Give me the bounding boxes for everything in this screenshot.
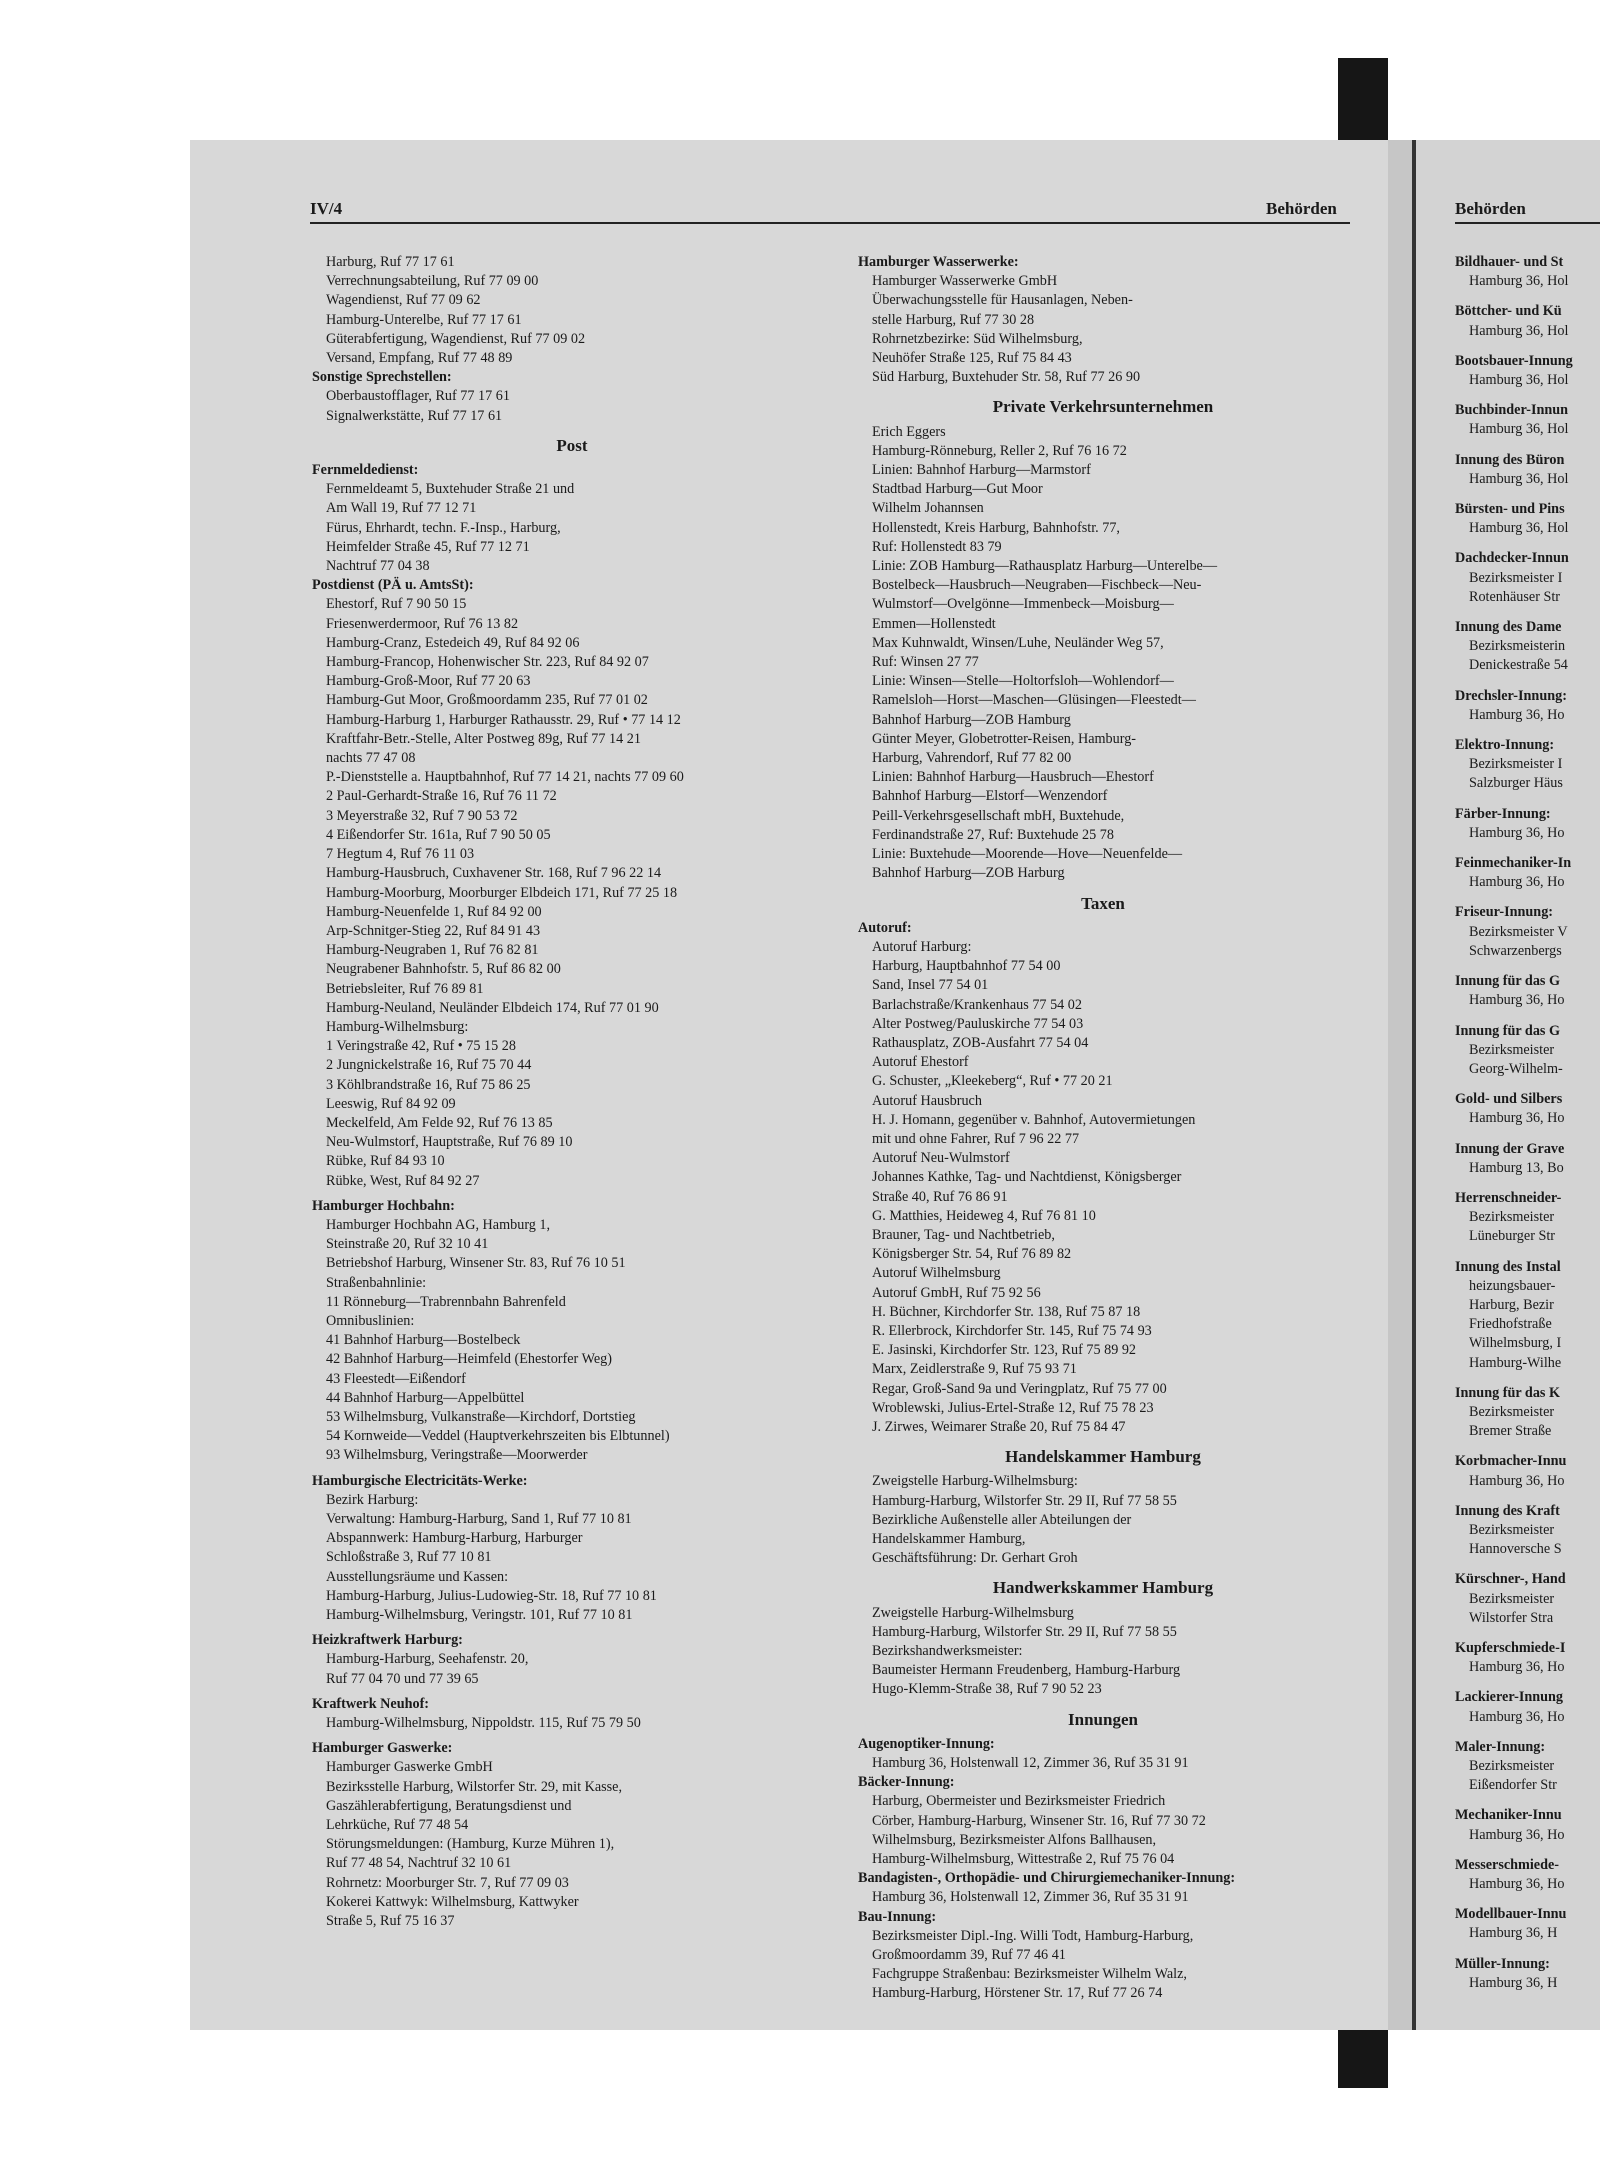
innung-line: Bezirksmeister I	[1469, 756, 1563, 773]
innung-heading: Friseur-Innung:	[1455, 904, 1554, 921]
entry-line: Bostelbeck—Hausbruch—Neugraben—Fischbeck—Neu-	[872, 577, 1202, 594]
entry-line: Bezirk Harburg:	[326, 1491, 419, 1508]
entry-line: Hamburg-Harburg 1, Harburger Rathausstr. 29, Ruf • 77 14 12	[326, 711, 681, 728]
innung-heading: Dachdecker-Innun	[1455, 550, 1569, 567]
entry-line: Signalwerkstätte, Ruf 77 17 61	[326, 407, 503, 424]
innung-line: Hamburg 36, Hol	[1469, 421, 1569, 438]
entry-heading: Kraftwerk Neuhof:	[312, 1695, 430, 1712]
entry-line: 54 Kornweide—Veddel (Hauptverkehrszeiten bis Elbtunnel)	[326, 1428, 670, 1445]
entry-line: 1 Veringstraße 42, Ruf • 75 15 28	[326, 1038, 516, 1055]
section-title: Handelskammer Hamburg	[1005, 1447, 1201, 1467]
column-middle	[858, 253, 1348, 2004]
entry-line: Hamburger Gaswerke GmbH	[326, 1759, 493, 1776]
entry-line: Rübke, West, Ruf 84 92 27	[326, 1172, 480, 1189]
entry-line: Heimfelder Straße 45, Ruf 77 12 71	[326, 538, 530, 555]
innung-line: Hamburg 36, Ho	[1469, 874, 1565, 891]
innung-entry	[1455, 1688, 1600, 1726]
entry-line: Kraftfahr-Betr.-Stelle, Alter Postweg 89g, Ruf 77 14 21	[326, 730, 641, 747]
innung-heading: Böttcher- und Kü	[1455, 303, 1562, 320]
innung-heading: Innung des Instal	[1455, 1258, 1561, 1275]
entry-heading: Augenoptiker-Innung:	[858, 1735, 995, 1752]
innung-line: Hamburg 36, Hol	[1469, 273, 1569, 290]
innung-line: Bezirksmeister	[1469, 1041, 1555, 1058]
column-left	[312, 253, 832, 1931]
entry-line: Hamburg-Cranz, Estedeich 49, Ruf 84 92 06	[326, 634, 580, 651]
section-title: Private Verkehrsunternehmen	[992, 397, 1214, 417]
entry-line: Friesenwerdermoor, Ruf 76 13 82	[326, 615, 519, 632]
entry-line: Cörber, Hamburg-Harburg, Winsener Str. 16, Ruf 77 30 72	[872, 1812, 1206, 1829]
innung-line: Lüneburger Str	[1469, 1228, 1556, 1245]
entry-line: Wilhelm Johannsen	[872, 500, 984, 517]
entry-line: Wagendienst, Ruf 77 09 62	[326, 292, 481, 309]
entry-line: Emmen—Hollenstedt	[872, 615, 996, 632]
entry-line: Harburg, Vahrendorf, Ruf 77 82 00	[872, 750, 1072, 767]
entry-line: G. Matthies, Heideweg 4, Ruf 76 81 10	[872, 1207, 1096, 1224]
entry-line: Autoruf Ehestorf	[872, 1054, 969, 1071]
entry-line: Bezirksmeister Dipl.-Ing. Willi Todt, Hamburg-Harburg,	[872, 1927, 1194, 1944]
innung-entry	[1455, 1140, 1600, 1178]
entry-line: Schloßstraße 3, Ruf 77 10 81	[326, 1549, 492, 1566]
entry-line: Autoruf Harburg:	[872, 938, 972, 955]
entry-line: P.-Dienststelle a. Hauptbahnhof, Ruf 77 14 21, nachts 77 09 60	[326, 769, 684, 786]
innung-line: Hamburg 36, Hol	[1469, 470, 1569, 487]
innung-heading: Bootsbauer-Innung	[1455, 352, 1573, 369]
innung-line: Hamburg 36, Ho	[1469, 1708, 1565, 1725]
entry-line: Wilhelmsburg, Bezirksmeister Alfons Ballhausen,	[872, 1831, 1157, 1848]
entry-line: Marx, Zeidlerstraße 9, Ruf 75 93 71	[872, 1361, 1077, 1378]
entry-line: Hamburg-Harburg, Seehafenstr. 20,	[326, 1651, 529, 1668]
entry-line: Hamburg 36, Holstenwall 12, Zimmer 36, Ruf 35 31 91	[872, 1755, 1189, 1772]
entry-line: Bezirksstelle Harburg, Wilstorfer Str. 29, mit Kasse,	[326, 1778, 623, 1795]
entry-line: 41 Bahnhof Harburg—Bostelbeck	[326, 1332, 521, 1349]
entry-line: 42 Bahnhof Harburg—Heimfeld (Ehestorfer Weg)	[326, 1351, 612, 1368]
entry-line: 43 Fleestedt—Eißendorf	[326, 1370, 466, 1387]
innung-heading: Innung des Büron	[1455, 451, 1565, 468]
entry-line: Rohrnetzbezirke: Süd Wilhelmsburg,	[872, 330, 1083, 347]
entry-line: Versand, Empfang, Ruf 77 48 89	[326, 350, 513, 367]
entry-line: Straßenbahnlinie:	[326, 1274, 427, 1291]
innung-line: Hamburg 36, Ho	[1469, 1826, 1565, 1843]
entry-line: Großmoordamm 39, Ruf 77 46 41	[872, 1947, 1066, 1964]
entry-line: Linie: ZOB Hamburg—Rathausplatz Harburg—Unterelbe—	[872, 558, 1218, 575]
section-title: Innungen	[1068, 1709, 1138, 1729]
entry-line: Hamburg-Moorburg, Moorburger Elbdeich 171, Ruf 77 25 18	[326, 884, 678, 901]
entry-line: Omnibuslinien:	[326, 1312, 415, 1329]
innung-entry	[1455, 687, 1600, 725]
innung-line: Hamburg 36, H	[1469, 1925, 1558, 1942]
innung-entry	[1455, 1452, 1600, 1490]
entry-line: Handelskammer Hamburg,	[872, 1531, 1026, 1547]
entry-heading: Heizkraftwerk Harburg:	[312, 1632, 463, 1649]
entry-line: Kokerei Kattwyk: Wilhelmsburg, Kattwyker	[326, 1893, 579, 1910]
entry-line: Gaszählerabfertigung, Beratungsdienst und	[326, 1797, 572, 1814]
innung-heading: Lackierer-Innung	[1455, 1689, 1563, 1706]
innung-line: Harburg, Bezir	[1469, 1296, 1554, 1313]
entry-line: Bahnhof Harburg—ZOB Harburg	[872, 865, 1065, 882]
entry-line: Betriebsleiter, Ruf 76 89 81	[326, 980, 484, 997]
entry-line: Regar, Groß-Sand 9a und Veringplatz, Ruf 75 77 00	[872, 1380, 1167, 1397]
innung-line: Bremer Straße	[1469, 1423, 1552, 1440]
innung-entry	[1455, 1905, 1600, 1943]
entry-line: 4 Eißendorfer Str. 161a, Ruf 7 90 50 05	[326, 826, 551, 843]
innung-line: Bezirksmeister I	[1469, 569, 1563, 586]
innung-line: Hamburg 36, Ho	[1469, 1110, 1565, 1127]
entry-heading: Bandagisten-, Orthopädie- und Chirurgiemechaniker-Innung:	[858, 1870, 1236, 1887]
entry-line: Neugrabener Bahnhofstr. 5, Ruf 86 82 00	[326, 961, 561, 978]
innung-heading: Innung für das G	[1455, 1022, 1561, 1039]
innung-line: Hamburg 13, Bo	[1469, 1159, 1564, 1176]
innung-line: Hamburg 36, Ho	[1469, 992, 1565, 1009]
innung-line: Salzburger Häus	[1469, 775, 1563, 792]
entry-line: H. J. Homann, gegenüber v. Bahnhof, Autovermietungen	[872, 1111, 1196, 1128]
entry-line: Neu-Wulmstorf, Hauptstraße, Ruf 76 89 10	[326, 1134, 573, 1151]
innung-line: Hamburg-Wilhe	[1469, 1354, 1562, 1371]
entry-line: Ruf 77 48 54, Nachtruf 32 10 61	[326, 1855, 512, 1872]
entry-heading: Hamburger Hochbahn:	[312, 1197, 455, 1214]
innung-entry	[1455, 1806, 1600, 1844]
entry-heading: Bäcker-Innung:	[858, 1774, 955, 1791]
innung-entry	[1455, 253, 1600, 291]
entry-line: Fürus, Ehrhardt, techn. F.-Insp., Harburg,	[326, 519, 561, 536]
innung-entry	[1455, 302, 1600, 340]
entry-line: Bahnhof Harburg—Elstorf—Wenzendorf	[872, 788, 1108, 805]
entry-line: nachts 77 47 08	[326, 750, 416, 767]
entry-line: Rathausplatz, ZOB-Ausfahrt 77 54 04	[872, 1034, 1089, 1051]
entry-line: Linien: Bahnhof Harburg—Marmstorf	[872, 462, 1091, 479]
entry-line: 7 Hegtum 4, Ruf 76 11 03	[326, 846, 475, 863]
entry-line: Hamburg-Wilhelmsburg, Veringstr. 101, Ruf 77 10 81	[326, 1607, 633, 1624]
innung-heading: Elektro-Innung:	[1455, 737, 1555, 754]
entry-line: Königsberger Str. 54, Ruf 76 89 82	[872, 1246, 1072, 1263]
innung-heading: Innung der Grave	[1455, 1140, 1565, 1157]
innung-heading: Buchbinder-Innun	[1455, 402, 1569, 419]
innung-line: Rotenhäuser Str	[1469, 588, 1561, 605]
innung-line: Denickestraße 54	[1469, 657, 1568, 674]
entry-line: J. Zirwes, Weimarer Straße 20, Ruf 75 84 47	[872, 1418, 1126, 1435]
innung-entry	[1455, 1738, 1600, 1796]
entry-heading: Fernmeldedienst:	[312, 462, 419, 479]
entry-line: Ruf: Winsen 27 77	[872, 654, 979, 671]
entry-line: mit und ohne Fahrer, Ruf 7 96 22 77	[872, 1130, 1080, 1147]
innung-line: Schwarzenbergs	[1469, 942, 1562, 959]
innung-entry	[1455, 1856, 1600, 1894]
entry-line: Ferdinandstraße 27, Ruf: Buxtehude 25 78	[872, 826, 1114, 843]
entry-line: Hamburger Wasserwerke GmbH	[872, 273, 1058, 290]
header-rule-right	[1455, 222, 1600, 224]
innung-line: Bezirksmeister	[1469, 1590, 1555, 1607]
entry-line: Erich Eggers	[872, 423, 946, 440]
entry-line: 53 Wilhelmsburg, Vulkanstraße—Kirchdorf, Dortstieg	[326, 1408, 636, 1425]
entry-line: Harburg, Ruf 77 17 61	[326, 254, 455, 270]
entry-line: Bahnhof Harburg—ZOB Hamburg	[872, 711, 1071, 728]
entry-line: Geschäftsführung: Dr. Gerhart Groh	[872, 1550, 1078, 1567]
innung-heading: Mechaniker-Innu	[1455, 1807, 1562, 1824]
entry-line: Autoruf Wilhelmsburg	[872, 1265, 1001, 1282]
entry-line: Hamburg-Harburg, Wilstorfer Str. 29 II, Ruf 77 58 55	[872, 1492, 1177, 1509]
innung-entry	[1455, 549, 1600, 607]
innung-line: Bezirksmeister V	[1469, 923, 1568, 940]
entry-line: Autoruf GmbH, Ruf 75 92 56	[872, 1284, 1041, 1301]
entry-line: Abspannwerk: Hamburg-Harburg, Harburger	[326, 1530, 583, 1547]
entry-line: Hamburg-Harburg, Wilstorfer Str. 29 II, Ruf 77 58 55	[872, 1623, 1177, 1640]
entry-line: 2 Paul-Gerhardt-Straße 16, Ruf 76 11 72	[326, 788, 557, 805]
entry-line: Ramelsloh—Horst—Maschen—Glüsingen—Fleestedt—	[872, 692, 1196, 709]
entry-line: Meckelfeld, Am Felde 92, Ruf 76 13 85	[326, 1114, 553, 1131]
entry-line: Straße 5, Ruf 75 16 37	[326, 1913, 455, 1930]
section-header-right: Behörden	[1455, 199, 1526, 218]
entry-line: Bezirkshandwerksmeister:	[872, 1643, 1023, 1660]
entry-line: Hamburg-Francop, Hohenwischer Str. 223, Ruf 84 92 07	[326, 654, 649, 671]
entry-line: Wroblewski, Julius-Ertel-Straße 12, Ruf 75 78 23	[872, 1399, 1154, 1416]
innung-entry	[1455, 1258, 1600, 1373]
entry-line: Peill-Verkehrsgesellschaft mbH, Buxtehude,	[872, 807, 1125, 824]
innung-heading: Müller-Innung:	[1455, 1955, 1550, 1972]
page-gutter	[1388, 140, 1412, 2030]
entry-line: Ruf 77 04 70 und 77 39 65	[326, 1670, 479, 1687]
innung-line: Hamburg 36, Hol	[1469, 372, 1569, 389]
entry-line: Johannes Kathke, Tag- und Nachtdienst, Königsberger	[872, 1169, 1182, 1186]
innung-line: Georg-Wilhelm-	[1469, 1060, 1563, 1077]
innung-line: Eißendorfer Str	[1469, 1777, 1557, 1794]
entry-line: Störungsmeldungen: (Hamburg, Kurze Mühren 1),	[326, 1836, 615, 1853]
entry-line: Bezirkliche Außenstelle aller Abteilungen der	[872, 1511, 1132, 1528]
entry-line: Betriebshof Harburg, Winsener Str. 83, Ruf 76 10 51	[326, 1255, 626, 1272]
entry-line: Stadtbad Harburg—Gut Moor	[872, 481, 1043, 498]
entry-line: Hamburg-Hausbruch, Cuxhavener Str. 168, Ruf 7 96 22 14	[326, 865, 662, 882]
entry-line: Brauner, Tag- und Nachtbetrieb,	[872, 1226, 1055, 1243]
entry-line: Nachtruf 77 04 38	[326, 558, 430, 575]
entry-line: Linien: Bahnhof Harburg—Hausbruch—Ehestorf	[872, 769, 1154, 786]
innung-line: Hamburg 36, Hol	[1469, 322, 1569, 339]
innung-line: Bezirksmeister	[1469, 1403, 1555, 1420]
entry-line: Fachgruppe Straßenbau: Bezirksmeister Wilhelm Walz,	[872, 1966, 1187, 1983]
innung-heading: Messerschmiede-	[1455, 1856, 1560, 1873]
innung-entry	[1455, 1570, 1600, 1628]
entry-line: Hamburg-Neugraben 1, Ruf 76 82 81	[326, 942, 539, 959]
entry-heading: Postdienst (PÄ u. AmtsSt):	[312, 577, 474, 594]
innung-entry	[1455, 1384, 1600, 1442]
innung-heading: Innung für das K	[1455, 1384, 1561, 1401]
innung-line: Bezirksmeister	[1469, 1209, 1555, 1226]
innung-entry	[1455, 401, 1600, 439]
entry-line: Hamburg-Gut Moor, Großmoordamm 235, Ruf 77 01 02	[326, 692, 648, 709]
entry-line: H. Büchner, Kirchdorfer Str. 138, Ruf 75 87 18	[872, 1303, 1141, 1320]
entry-line: Ruf: Hollenstedt 83 79	[872, 538, 1002, 555]
entry-heading: Sonstige Sprechstellen:	[312, 369, 452, 386]
innung-line: Hamburg 36, H	[1469, 1974, 1558, 1991]
entry-line: Linie: Buxtehude—Moorende—Hove—Neuenfelde—	[872, 846, 1183, 863]
column-right	[1455, 253, 1600, 2004]
entry-line: Barlachstraße/Krankenhaus 77 54 02	[872, 996, 1082, 1013]
entry-line: Hamburg-Wilhelmsburg, Nippoldstr. 115, Ruf 75 79 50	[326, 1715, 641, 1732]
entry-line: Neuhöfer Straße 125, Ruf 75 84 43	[872, 350, 1072, 367]
entry-line: Oberbaustofflager, Ruf 77 17 61	[326, 388, 510, 405]
innung-heading: Innung für das G	[1455, 973, 1561, 990]
entry-line: Hamburg-Groß-Moor, Ruf 77 20 63	[326, 673, 531, 690]
header-rule-left	[310, 222, 1350, 224]
entry-line: E. Jasinski, Kirchdorfer Str. 123, Ruf 75 89 92	[872, 1342, 1137, 1359]
innung-line: Hannoversche S	[1469, 1541, 1562, 1558]
entry-line: Hamburg-Unterelbe, Ruf 77 17 61	[326, 311, 522, 328]
innung-line: Wilhelmsburg, I	[1469, 1335, 1562, 1352]
entry-line: Güterabfertigung, Wagendienst, Ruf 77 09 02	[326, 330, 586, 347]
innung-line: Bezirksmeister	[1469, 1758, 1555, 1774]
section-title: Post	[556, 435, 588, 455]
innung-line: Hamburg 36, Ho	[1469, 824, 1565, 841]
innung-line: Bezirksmeister	[1469, 1521, 1555, 1538]
entry-line: Hamburg-Wilhelmsburg, Wittestraße 2, Ruf 75 76 04	[872, 1851, 1175, 1868]
entry-line: 44 Bahnhof Harburg—Appelbüttel	[326, 1389, 525, 1406]
entry-line: Rübke, Ruf 84 93 10	[326, 1153, 445, 1170]
entry-line: Süd Harburg, Buxtehuder Str. 58, Ruf 77 26 90	[872, 369, 1141, 386]
entry-heading: Autoruf:	[858, 919, 912, 936]
entry-line: Linie: Winsen—Stelle—Holtorfsloh—Wohlendorf—	[872, 673, 1174, 690]
entry-line: 2 Jungnickelstraße 16, Ruf 75 70 44	[326, 1057, 532, 1074]
entry-line: Hamburger Hochbahn AG, Hamburg 1,	[326, 1216, 551, 1233]
entry-line: Hamburg 36, Holstenwall 12, Zimmer 36, Ruf 35 31 91	[872, 1889, 1189, 1906]
entry-line: Hamburg-Wilhelmsburg:	[326, 1018, 469, 1035]
entry-line: Sand, Insel 77 54 01	[872, 977, 989, 994]
page-number: IV/4	[310, 199, 343, 218]
entry-line: Zweigstelle Harburg-Wilhelmsburg:	[872, 1473, 1078, 1490]
entry-line: Autoruf Hausbruch	[872, 1092, 982, 1109]
innung-entry	[1455, 972, 1600, 1010]
entry-line: Rohrnetz: Moorburger Str. 7, Ruf 77 09 03	[326, 1874, 569, 1891]
innung-entry	[1455, 500, 1600, 538]
innung-entry	[1455, 805, 1600, 843]
entry-line: Hamburg-Harburg, Hörstener Str. 17, Ruf 77 26 74	[872, 1985, 1163, 2002]
entry-line: Wulmstorf—Ovelgönne—Immenbeck—Moisburg—	[872, 596, 1174, 613]
innung-line: Hamburg 36, Ho	[1469, 706, 1565, 723]
innung-entry	[1455, 352, 1600, 390]
entry-line: stelle Harburg, Ruf 77 30 28	[872, 311, 1035, 328]
innung-heading: Herrenschneider-	[1455, 1189, 1562, 1206]
entry-line: Hamburg-Rönneburg, Reller 2, Ruf 76 16 72	[872, 442, 1127, 459]
entry-line: G. Schuster, „Kleekeberg“, Ruf • 77 20 21	[872, 1073, 1113, 1090]
innung-heading: Feinmechaniker-In	[1455, 855, 1572, 872]
entry-line: Hamburg-Neuland, Neuländer Elbdeich 174, Ruf 77 01 90	[326, 999, 659, 1016]
entry-line: Harburg, Obermeister und Bezirksmeister Friedrich	[872, 1793, 1166, 1810]
entry-line: Leeswig, Ruf 84 92 09	[326, 1095, 456, 1112]
innung-entry	[1455, 1189, 1600, 1247]
innung-entry	[1455, 1955, 1600, 1993]
innung-heading: Modellbauer-Innu	[1455, 1906, 1567, 1923]
entry-heading: Hamburgische Electricitäts-Werke:	[312, 1472, 528, 1489]
innung-heading: Drechsler-Innung:	[1455, 687, 1567, 704]
entry-line: 11 Rönneburg—Trabrennbahn Bahrenfeld	[326, 1293, 566, 1310]
section-header-left: Behörden	[1266, 199, 1337, 218]
innung-heading: Gold- und Silbers	[1455, 1091, 1563, 1108]
entry-line: Überwachungsstelle für Hausanlagen, Neben-	[872, 292, 1133, 309]
innung-heading: Maler-Innung:	[1455, 1738, 1546, 1755]
innung-heading: Korbmacher-Innu	[1455, 1453, 1567, 1470]
entry-line: Arp-Schnitger-Stieg 22, Ruf 84 91 43	[326, 922, 541, 939]
innung-line: Hamburg 36, Ho	[1469, 1472, 1565, 1489]
innung-line: Hamburg 36, Ho	[1469, 1659, 1565, 1676]
innung-line: heizungsbauer-	[1469, 1277, 1556, 1294]
entry-line: Hamburg-Harburg, Julius-Ludowieg-Str. 18, Ruf 77 10 81	[326, 1587, 657, 1604]
entry-heading: Hamburger Gaswerke:	[312, 1740, 453, 1757]
entry-line: Steinstraße 20, Ruf 32 10 41	[326, 1236, 489, 1253]
entry-line: Ausstellungsräume und Kassen:	[326, 1568, 509, 1585]
innung-entry	[1455, 1502, 1600, 1560]
entry-line: Lehrküche, Ruf 77 48 54	[326, 1817, 469, 1834]
innung-entry	[1455, 1022, 1600, 1080]
entry-line: Hugo-Klemm-Straße 38, Ruf 7 90 52 23	[872, 1681, 1102, 1698]
innung-entry	[1455, 1639, 1600, 1677]
entry-heading: Bau-Innung:	[858, 1908, 937, 1925]
entry-line: Straße 40, Ruf 76 86 91	[872, 1188, 1008, 1205]
innung-entry	[1455, 854, 1600, 892]
innung-line: Hamburg 36, Hol	[1469, 520, 1569, 537]
entry-line: Verrechnungsabteilung, Ruf 77 09 00	[326, 273, 539, 290]
innung-heading: Kürschner-, Hand	[1455, 1571, 1566, 1588]
innung-heading: Färber-Innung:	[1455, 805, 1551, 822]
entry-line: Günter Meyer, Globetrotter-Reisen, Hamburg-	[872, 730, 1137, 747]
entry-line: Autoruf Neu-Wulmstorf	[872, 1150, 1010, 1167]
innung-heading: Innung des Kraft	[1455, 1502, 1560, 1519]
entry-line: Hollenstedt, Kreis Harburg, Bahnhofstr. 77,	[872, 519, 1120, 536]
innung-line: Bezirksmeisterin	[1469, 638, 1566, 655]
section-title: Taxen	[1081, 893, 1125, 913]
innung-heading: Innung des Dame	[1455, 619, 1562, 636]
innung-line: Wilstorfer Stra	[1469, 1609, 1554, 1626]
innung-line: Friedhofstraße	[1469, 1316, 1552, 1333]
entry-line: 3 Köhlbrandstraße 16, Ruf 75 86 25	[326, 1076, 531, 1093]
entry-line: Fernmeldeamt 5, Buxtehuder Straße 21 und	[326, 481, 575, 498]
entry-line: Hamburg-Neuenfelde 1, Ruf 84 92 00	[326, 903, 542, 920]
innung-line: Hamburg 36, Ho	[1469, 1876, 1565, 1893]
innung-entry	[1455, 618, 1600, 676]
entry-line: R. Ellerbrock, Kirchdorfer Str. 145, Ruf 75 74 93	[872, 1322, 1152, 1339]
entry-line: Verwaltung: Hamburg-Harburg, Sand 1, Ruf 77 10 81	[326, 1511, 632, 1527]
innung-heading: Bürsten- und Pins	[1455, 501, 1565, 518]
innung-entry	[1455, 1090, 1600, 1128]
innung-entry	[1455, 903, 1600, 961]
entry-line: Harburg, Hauptbahnhof 77 54 00	[872, 958, 1061, 975]
entry-line: Max Kuhnwaldt, Winsen/Luhe, Neuländer Weg 57,	[872, 634, 1164, 651]
entry-line: Zweigstelle Harburg-Wilhelmsburg	[872, 1604, 1074, 1621]
entry-heading: Hamburger Wasserwerke:	[858, 254, 1019, 270]
entry-line: Alter Postweg/Pauluskirche 77 54 03	[872, 1015, 1084, 1032]
entry-line: Am Wall 19, Ruf 77 12 71	[326, 500, 477, 517]
section-title: Handwerkskammer Hamburg	[992, 1578, 1214, 1598]
entry-line: Ehestorf, Ruf 7 90 50 15	[326, 596, 467, 613]
innung-entry	[1455, 451, 1600, 489]
innung-heading: Kupferschmiede-I	[1455, 1639, 1566, 1656]
innung-entry	[1455, 736, 1600, 794]
entry-line: 93 Wilhelmsburg, Veringstraße—Moorwerder	[326, 1447, 588, 1464]
entry-line: 3 Meyerstraße 32, Ruf 7 90 53 72	[326, 807, 518, 824]
innung-heading: Bildhauer- und St	[1455, 254, 1564, 270]
entry-line: Baumeister Hermann Freudenberg, Hamburg-Harburg	[872, 1662, 1181, 1679]
